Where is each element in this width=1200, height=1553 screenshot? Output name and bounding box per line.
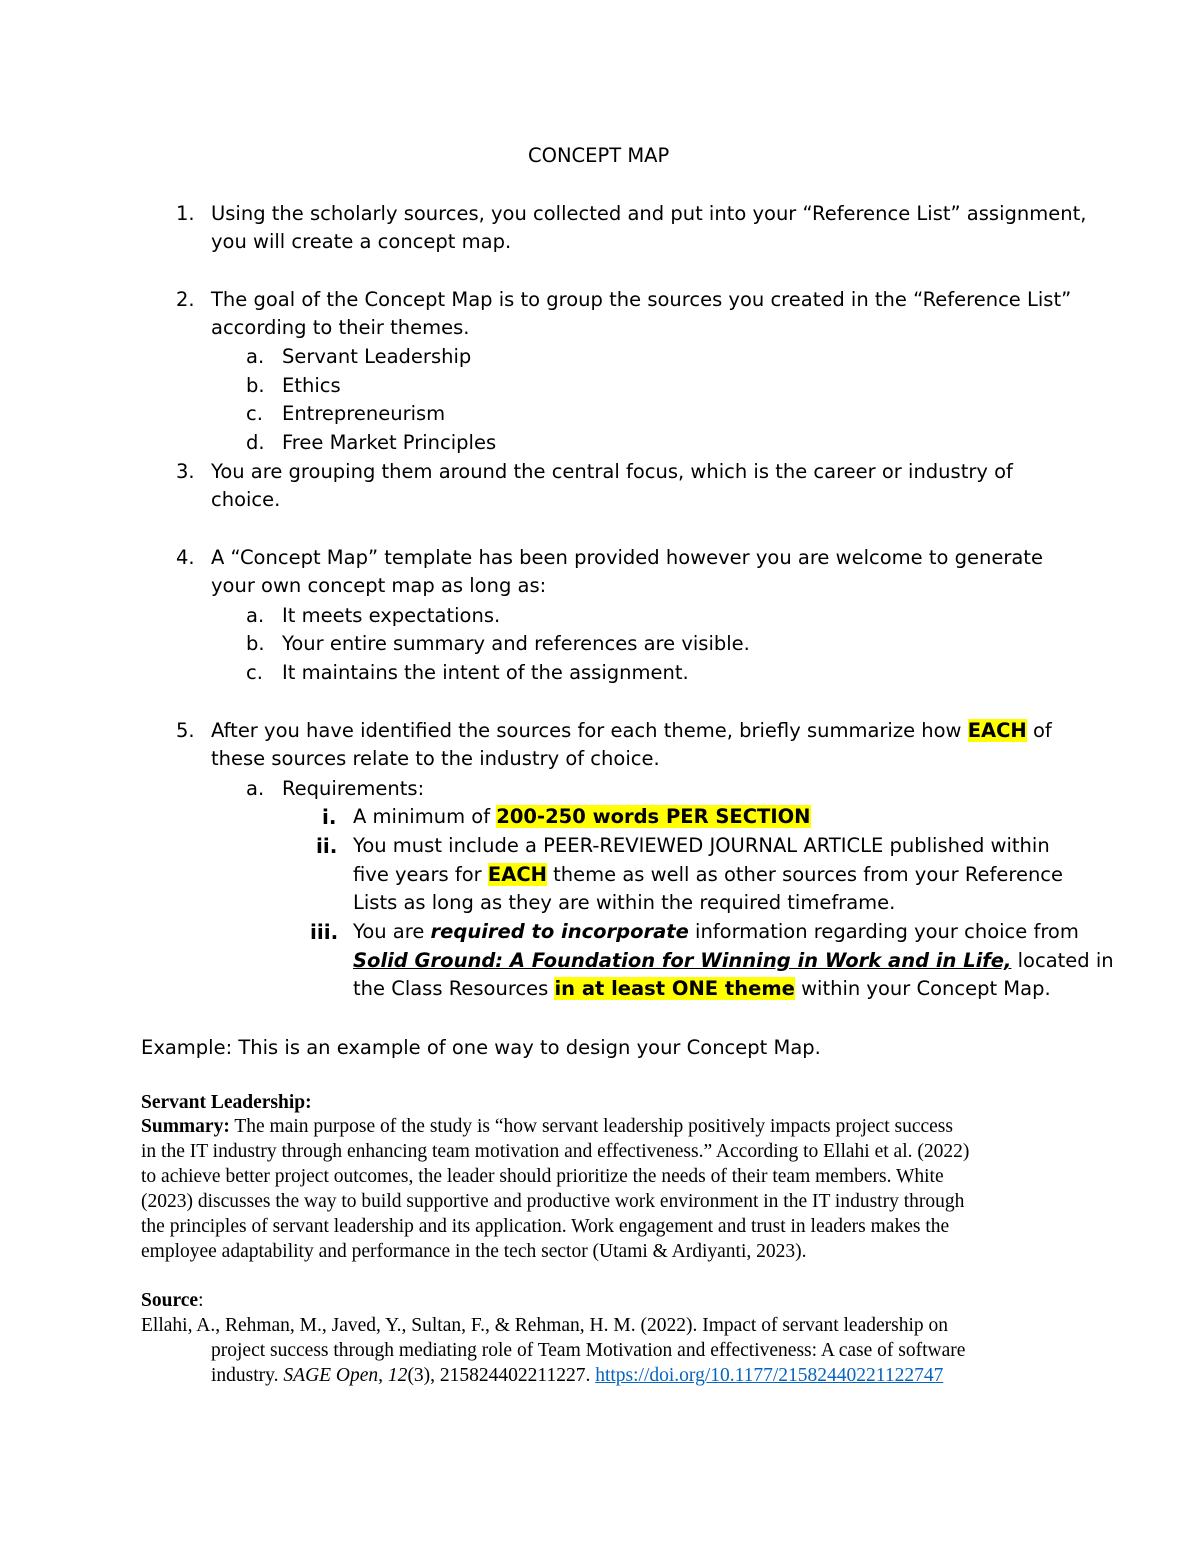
sub-item: Your entire summary and references are visible. bbox=[282, 632, 750, 655]
text-run: A minimum of bbox=[353, 805, 497, 828]
list-number: 1. bbox=[176, 202, 195, 225]
highlight-each: EACH bbox=[487, 863, 547, 886]
sub-label: a. bbox=[246, 345, 265, 368]
list-number: 4. bbox=[176, 546, 195, 569]
highlight-each: EACH bbox=[967, 719, 1027, 742]
requirement-text bbox=[353, 975, 1051, 1003]
requirement-text bbox=[353, 803, 811, 831]
text-run: located in bbox=[1011, 949, 1114, 972]
reference-line bbox=[211, 1363, 943, 1388]
highlight-one-theme: in at least ONE theme bbox=[554, 977, 795, 1000]
sub-label: b. bbox=[246, 374, 265, 397]
summary-line: (2023) discusses the way to build supportive and productive work environment in the IT industry through bbox=[141, 1191, 965, 1212]
requirement-text bbox=[353, 918, 1079, 946]
sub-item: Requirements: bbox=[282, 777, 425, 800]
requirement-text bbox=[353, 947, 1114, 975]
summary-line: in the IT industry through enhancing team motivation and effectiveness.” According to Ellahi et al. (2022) bbox=[141, 1141, 970, 1162]
requirement-text bbox=[353, 861, 1063, 889]
sub-item: It meets expectations. bbox=[282, 604, 501, 627]
requirement-text: You must include a PEER-REVIEWED JOURNAL ARTICLE published within bbox=[353, 834, 1050, 857]
text-run: The main purpose of the study is “how servant leadership positively impacts project success bbox=[229, 1116, 953, 1137]
emphasis-text: required to incorporate bbox=[430, 920, 689, 943]
text-run: (3), 215824402211227. bbox=[407, 1365, 596, 1386]
sub-item: Free Market Principles bbox=[282, 431, 497, 454]
list-item-text: You are grouping them around the central focus, which is the career or industry of bbox=[211, 460, 1013, 483]
sub-label: c. bbox=[246, 402, 263, 425]
text-run: five years for bbox=[353, 863, 488, 886]
section-heading: Servant Leadership: bbox=[141, 1092, 312, 1113]
list-item-text: these sources relate to the industry of choice. bbox=[211, 747, 660, 770]
sub-label: a. bbox=[246, 604, 265, 627]
reference-line: project success through mediating role of Team Motivation and effectiveness: A case of software bbox=[211, 1340, 966, 1361]
journal-title: SAGE Open, 12 bbox=[283, 1365, 408, 1386]
text-run: the Class Resources bbox=[353, 977, 555, 1000]
example-text: Example: This is an example of one way to design your Concept Map. bbox=[141, 1036, 821, 1059]
sub-label: c. bbox=[246, 661, 263, 684]
list-item-text: your own concept map as long as: bbox=[211, 574, 547, 597]
roman-label: ii. bbox=[316, 834, 338, 858]
text-run: After you have identified the sources for each theme, briefly summarize how bbox=[211, 719, 968, 742]
text-run: : bbox=[198, 1290, 204, 1311]
list-number: 3. bbox=[176, 460, 195, 483]
requirement-text: Lists as long as they are within the required timeframe. bbox=[353, 891, 896, 914]
summary-line: employee adaptability and performance in the tech sector (Utami & Ardiyanti, 2023). bbox=[141, 1241, 807, 1262]
list-item-text: choice. bbox=[211, 488, 281, 511]
list-number: 5. bbox=[176, 719, 195, 742]
text-run: theme as well as other sources from your Reference bbox=[546, 863, 1064, 886]
text-run: industry. bbox=[211, 1365, 284, 1386]
list-item-text: Using the scholarly sources, you collected and put into your “Reference List” assignment, bbox=[211, 202, 1087, 225]
roman-label: i. bbox=[322, 805, 337, 829]
text-run: of bbox=[1026, 719, 1052, 742]
summary-line: to achieve better project outcomes, the leader should prioritize the needs of their team members. White bbox=[141, 1166, 944, 1187]
summary-line bbox=[141, 1114, 953, 1139]
sub-item: Servant Leadership bbox=[282, 345, 472, 368]
text-run: information regarding your choice from bbox=[688, 920, 1079, 943]
book-title: Solid Ground: A Foundation for Winning in Work and in Life, bbox=[353, 949, 1012, 972]
list-item-text bbox=[211, 717, 1052, 745]
roman-label: iii. bbox=[310, 920, 339, 944]
sub-label: b. bbox=[246, 632, 265, 655]
reference-line: Ellahi, A., Rehman, M., Javed, Y., Sultan, F., & Rehman, H. M. (2022). Impact of servant leadership on bbox=[141, 1315, 949, 1336]
doi-link[interactable]: https://doi.org/10.1177/21582440221122747 bbox=[595, 1365, 944, 1386]
sub-item: It maintains the intent of the assignment. bbox=[282, 661, 689, 684]
text-run: within your Concept Map. bbox=[794, 977, 1051, 1000]
source-label bbox=[141, 1288, 203, 1313]
document-title: CONCEPT MAP bbox=[528, 144, 670, 167]
sub-item: Ethics bbox=[282, 374, 341, 397]
source-label-text: Source bbox=[141, 1290, 199, 1311]
sub-item: Entrepreneurism bbox=[282, 402, 446, 425]
summary-label: Summary: bbox=[141, 1116, 230, 1137]
sub-label: a. bbox=[246, 777, 265, 800]
list-item-text: you will create a concept map. bbox=[211, 230, 512, 253]
highlight-word-count: 200-250 words PER SECTION bbox=[496, 805, 811, 828]
list-item-text: A “Concept Map” template has been provided however you are welcome to generate bbox=[211, 546, 1043, 569]
text-run: You are bbox=[353, 920, 431, 943]
list-item-text: The goal of the Concept Map is to group the sources you created in the “Reference List” bbox=[211, 288, 1072, 311]
list-item-text: according to their themes. bbox=[211, 316, 470, 339]
list-number: 2. bbox=[176, 288, 195, 311]
sub-label: d. bbox=[246, 431, 265, 454]
summary-line: the principles of servant leadership and its application. Work engagement and trust in leaders makes the bbox=[141, 1216, 950, 1237]
